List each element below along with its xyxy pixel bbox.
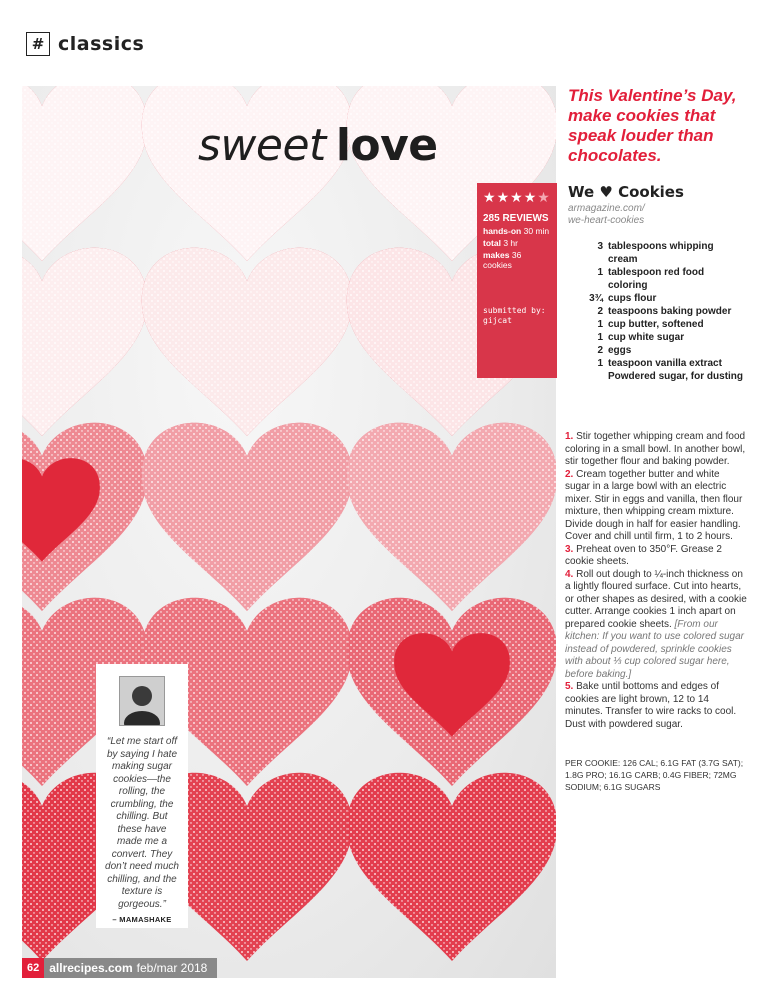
review-count: 285 REVIEWS xyxy=(483,213,549,224)
star-icon: ★ xyxy=(496,189,510,205)
heart-cookie xyxy=(142,423,352,611)
star-icon: ★ xyxy=(523,189,537,205)
step-text: Roll out dough to ¼-inch thickness on a lightly floured surface. Cut into hearts, or other shapes as desired, with a cookie cutter. Arrange cookies 1 inch apart on prepared cookie sheets. xyxy=(565,568,747,630)
step-number: 3. xyxy=(565,543,577,555)
recipe-url[interactable]: armagazine.com/ we-heart-cookies xyxy=(568,203,645,226)
ingredient-name: cup butter, softened xyxy=(608,319,704,330)
heart-cookie xyxy=(347,598,556,786)
site-name: allrecipes.com xyxy=(49,961,133,975)
step-number: 1. xyxy=(565,431,577,442)
recipe-step xyxy=(565,431,747,469)
hash-icon: # xyxy=(26,32,50,56)
nutrition-info: PER COOKIE: 126 CAL; 6.1G FAT (3.7G SAT); 1.8G PRO; 16.1G CARB; 0.4G FIBER; 72MG SODIUM; 6.1G SUGARS xyxy=(565,758,744,792)
step-text: Preheat oven to 350°F. Grease 2 cookie sheets. xyxy=(565,543,722,567)
ingredient-item xyxy=(568,292,743,305)
ingredient-item xyxy=(568,240,743,266)
heart-cookie xyxy=(347,773,556,961)
yield: makes 36 cookies xyxy=(483,250,522,270)
half-star-icon: ★ xyxy=(537,189,550,205)
heart-cookie xyxy=(142,248,352,436)
ingredient-item xyxy=(568,357,743,370)
ingredient-qty: 1 xyxy=(597,332,603,343)
ingredient-qty: 1 xyxy=(597,319,603,330)
section-label: classics xyxy=(58,33,145,55)
recipe-title: We ♥ Cookies xyxy=(568,183,684,201)
recipe-steps xyxy=(565,431,747,793)
page-title xyxy=(198,120,438,171)
step-text: Stir together whipping cream and food coloring in a small bowl. In another bowl, stir together flour and baking powder. xyxy=(565,431,746,467)
heart-cookie xyxy=(347,423,556,611)
star-icon: ★ xyxy=(483,189,496,205)
quote-author: – MAMASHAKE xyxy=(112,915,172,924)
ingredient-qty: 2 xyxy=(597,345,603,356)
ingredient-name: eggs xyxy=(608,345,632,356)
title-light: sweet xyxy=(198,120,326,171)
ingredient-qty: 1 xyxy=(597,267,603,278)
ingredient-item xyxy=(568,318,743,331)
ingredient-name: tablespoon red food coloring xyxy=(608,267,705,291)
ingredient-list xyxy=(568,240,743,383)
section-header xyxy=(26,32,144,56)
ingredient-item xyxy=(568,331,743,344)
recipe-step xyxy=(565,544,747,569)
ingredient-name: teaspoon vanilla extract xyxy=(608,358,722,369)
ingredient-item xyxy=(568,370,743,383)
ingredient-name: tablespoons whipping cream xyxy=(608,241,714,265)
ingredient-name: cups flour xyxy=(608,293,657,304)
recipe-step xyxy=(565,469,747,544)
ingredient-qty: 2 xyxy=(597,306,603,317)
ingredient-qty: 1 xyxy=(597,358,603,369)
star-icon: ★ xyxy=(510,189,523,205)
heart-cookie xyxy=(22,86,147,261)
heart-cookie xyxy=(142,86,352,261)
tagline: This Valentine’s Day, make cookies that speak louder than chocolates. xyxy=(568,86,737,165)
step-number: 2. xyxy=(565,468,577,480)
submitted-by: submitted by: gijcat xyxy=(483,306,546,325)
ingredient-qty xyxy=(568,370,608,383)
star-rating xyxy=(483,189,551,205)
quote-text: “Let me start off by saying I hate making sugar cookies—the rolling, the crumbling, the chilling. But these have made me a convert. They don’t need much chilling, and the texture is gorgeous.” xyxy=(105,736,179,910)
hands-on-time: hands-on 30 min xyxy=(483,226,550,236)
step-number: 4. xyxy=(565,568,577,580)
rating-box xyxy=(477,183,557,378)
kitchen-note: [From our kitchen: If you want to use colored sugar instead of powdered, sprinkle cookies with about ⅓ cup colored sugar here, before baking.] xyxy=(565,618,744,680)
ingredient-name: cup white sugar xyxy=(608,332,685,343)
ingredient-item xyxy=(568,344,743,357)
avatar xyxy=(119,676,165,726)
ingredient-item xyxy=(568,266,743,292)
issue-date: feb/mar 2018 xyxy=(136,961,208,975)
total-time: total 3 hr xyxy=(483,238,518,248)
reviewer-quote xyxy=(96,664,188,928)
title-bold: love xyxy=(335,120,438,171)
ingredient-qty: 3 xyxy=(597,241,603,252)
ingredient-name: teaspoons baking powder xyxy=(608,306,732,317)
ingredient-item xyxy=(568,305,743,318)
page-footer xyxy=(22,958,217,978)
step-number: 5. xyxy=(565,681,577,692)
heart-cookie xyxy=(22,248,147,436)
step-text: Bake until bottoms and edges of cookies are light brown, 12 to 14 minutes. Transfer to wire racks to cool. Dust with powdered sugar. xyxy=(565,681,737,730)
recipe-step xyxy=(565,681,747,731)
ingredient-qty: 3¾ xyxy=(589,293,603,304)
ingredient-name: Powdered sugar, for dusting xyxy=(608,371,744,382)
page-number: 62 xyxy=(22,958,44,978)
recipe-step xyxy=(565,569,747,682)
heart-cookie xyxy=(22,423,147,611)
step-text: Cream together butter and white sugar in a large bowl with an electric mixer. Stir in eggs and vanilla, then flour mixture, then whipping cream mixture. Divide dough in half for easier handling. Cover and chill until firm, 1 to 2 hours. xyxy=(565,468,743,542)
recipe-header xyxy=(568,183,743,383)
